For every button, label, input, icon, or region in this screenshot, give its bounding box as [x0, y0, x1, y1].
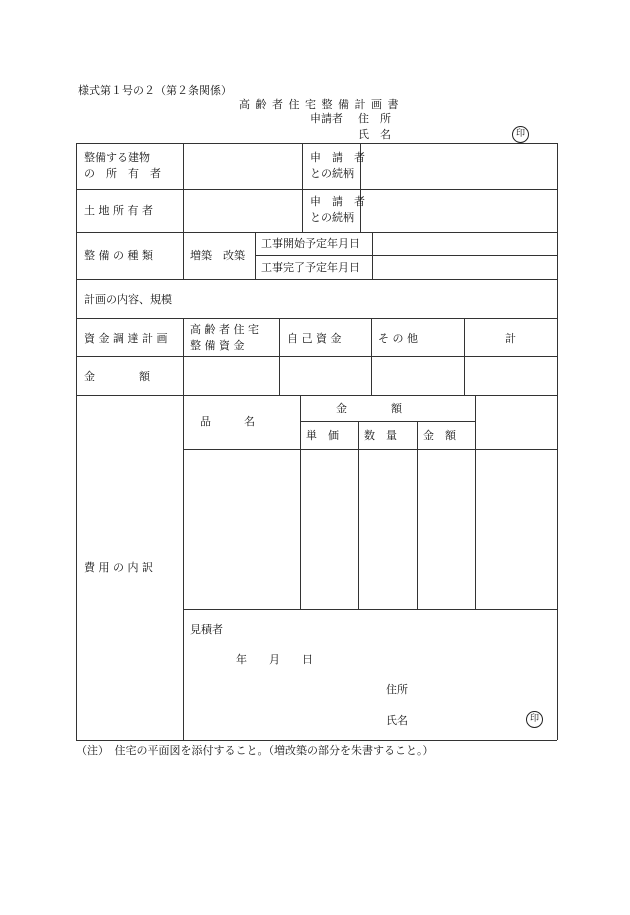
- applicant-name-label: 氏 名: [358, 128, 391, 141]
- unit-price-header: 単 価: [306, 429, 339, 442]
- relation2-label-line2: との続柄: [310, 211, 354, 224]
- item-name-header: 品 名: [200, 415, 255, 428]
- applicant-address-label: 住 所: [358, 112, 391, 125]
- relation-label-line1: 申 請 者: [310, 151, 365, 164]
- relation2-label-line1: 申 請 者: [310, 195, 365, 208]
- estimator-seal-mark: 印: [526, 711, 543, 728]
- form-number: 様式第１号の２（第２条関係）: [78, 84, 232, 97]
- breakdown-label: 費 用 の 内 訳: [84, 561, 153, 574]
- funding-label: 資 金 調 達 計 画: [84, 332, 168, 345]
- relation-label-line2: との続柄: [310, 167, 354, 180]
- land-owner-label: 土 地 所 有 者: [84, 204, 153, 217]
- funding-elderly-line2: 整 備 資 金: [190, 339, 245, 352]
- cost-header: 金 額: [423, 429, 456, 442]
- amount-label: 金 額: [84, 370, 150, 383]
- plan-label: 計画の内容、規模: [84, 293, 172, 306]
- estimator-name-label: 氏名: [386, 714, 408, 727]
- amount-group-header: 金 額: [336, 402, 402, 415]
- owner-label-line1: 整備する建物: [84, 151, 150, 164]
- funding-total-header: 計: [505, 332, 516, 345]
- funding-elderly-line1: 高 齢 者 住 宅: [190, 323, 259, 336]
- funding-other-header: そ の 他: [378, 332, 418, 345]
- estimator-address-label: 住所: [386, 683, 408, 696]
- applicant-label: 申請者: [310, 112, 343, 125]
- estimate-date: 年 月 日: [236, 653, 313, 666]
- funding-own-header: 自 己 資 金: [287, 332, 342, 345]
- footer-note: （注） 住宅の平面図を添付すること。（増改築の部分を朱書すること。）: [76, 744, 434, 757]
- type-label: 整 備 の 種 類: [84, 249, 153, 262]
- form-title: 高 齢 者 住 宅 整 備 計 画 書: [239, 98, 400, 111]
- type-value: 増築 改築: [190, 249, 245, 262]
- owner-label-line2: の 所 有 者: [84, 167, 161, 180]
- seal-mark: 印: [512, 126, 529, 143]
- estimator-label: 見積者: [190, 623, 223, 636]
- start-date-label: 工事開始予定年月日: [261, 237, 360, 250]
- quantity-header: 数 量: [364, 429, 397, 442]
- end-date-label: 工事完了予定年月日: [261, 261, 360, 274]
